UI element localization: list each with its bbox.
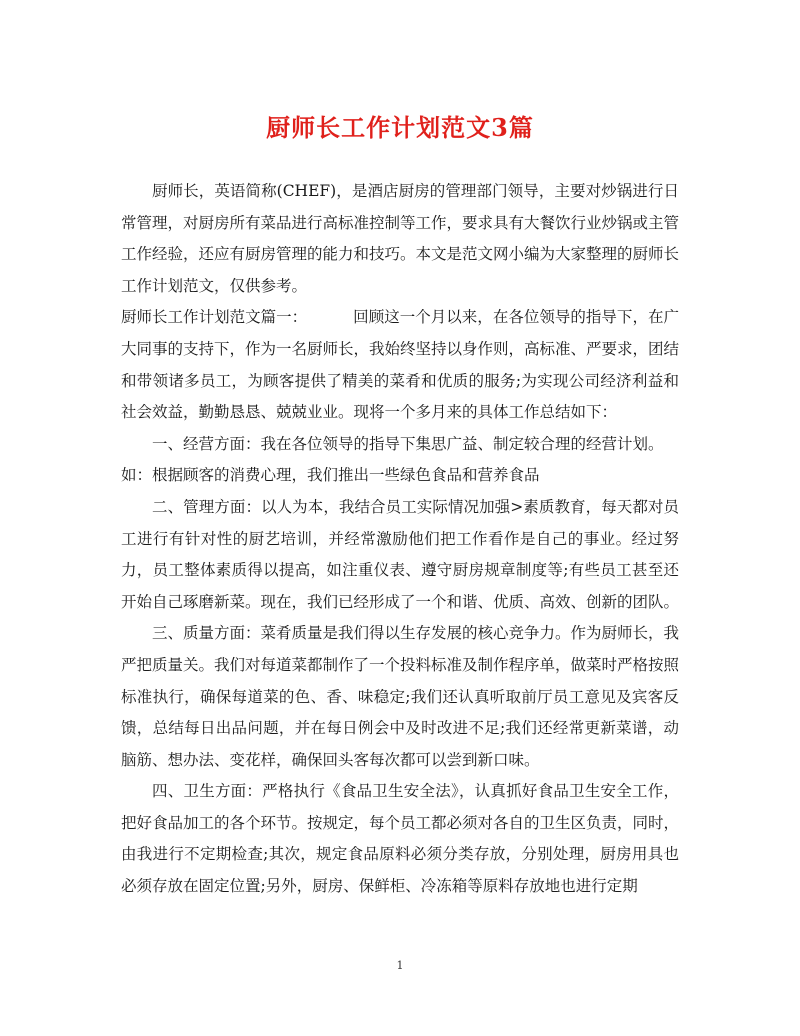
page-number: 1 (396, 959, 404, 972)
section-paragraph (121, 302, 679, 428)
item-management: 二、管理方面：以人为本，我结合员工实际情况加强>素质教育，每天都对员工进行有针对性的厨艺培训，并经常激励他们把工作看作是自己的事业。经过努力，员工整体素质得以提高，如注重仪表、遵守厨房规章制度等;有些员工甚至还开始自己琢磨新菜。现在，我们已经形成了一个和谐、优质、高效、创新的团队。 (121, 497, 680, 611)
document-title: 厨师长工作计划范文3篇 (266, 113, 534, 142)
item-operations: 一、经营方面：我在各位领导的指导下集思广益、制定较合理的经营计划。 (152, 434, 664, 453)
section-heading: 厨师长工作计划范文篇一： (121, 308, 308, 327)
document-body (121, 176, 679, 903)
item-operations-continued: 如：根据顾客的消费心理，我们推出一些绿色食品和营养食品 (121, 466, 540, 485)
item-quality: 三、质量方面：菜肴质量是我们得以生存发展的核心竞争力。作为厨师长，我严把质量关。我们对每道菜都制作了一个投料标准及制作程序单，做菜时严格按照标准执行，确保每道菜的色、香、味稳定;我们还认真听取前厅员工意见及宾客反馈，总结每日出品问题，并在每日例会中及时改进不足;我们还经常更新菜谱，动脑筋、想办法、变花样，确保回头客每次都可以尝到新口味。 (121, 624, 680, 769)
intro-paragraph: 厨师长，英语简称(CHEF)，是酒店厨房的管理部门领导，主要对炒锅进行日常管理，对厨房所有菜品进行高标准控制等工作，要求具有大餐饮行业炒锅或主管工作经验，还应有厨房管理的能力和技巧。本文是范文网小编为大家整理的厨师长工作计划范文，仅供参考。 (121, 182, 680, 295)
item-hygiene: 四、卫生方面：严格执行《食品卫生安全法》，认真抓好食品卫生安全工作，把好食品加工的各个环节。按规定，每个员工都必须对各自的卫生区负责，同时，由我进行不定期检查;其次，规定食品原料必须分类存放，分别处理，厨房用具也必须存放在固定位置;另外，厨房、保鲜柜、冷冻箱等原料存放地也进行定期 (121, 782, 680, 896)
section-opening: 回顾这一个月以来，在各位领导的指导下，在广大同事的支持下，作为一名厨师长，我始终坚持以身作则，高标准、严要求，团结和带领诸多员工，为顾客提供了精美的菜肴和优质的服务;为实现公司经济利益和社会效益，勤勤恳恳、兢兢业业。现将一个多月来的具体工作总结如下： (121, 308, 680, 422)
